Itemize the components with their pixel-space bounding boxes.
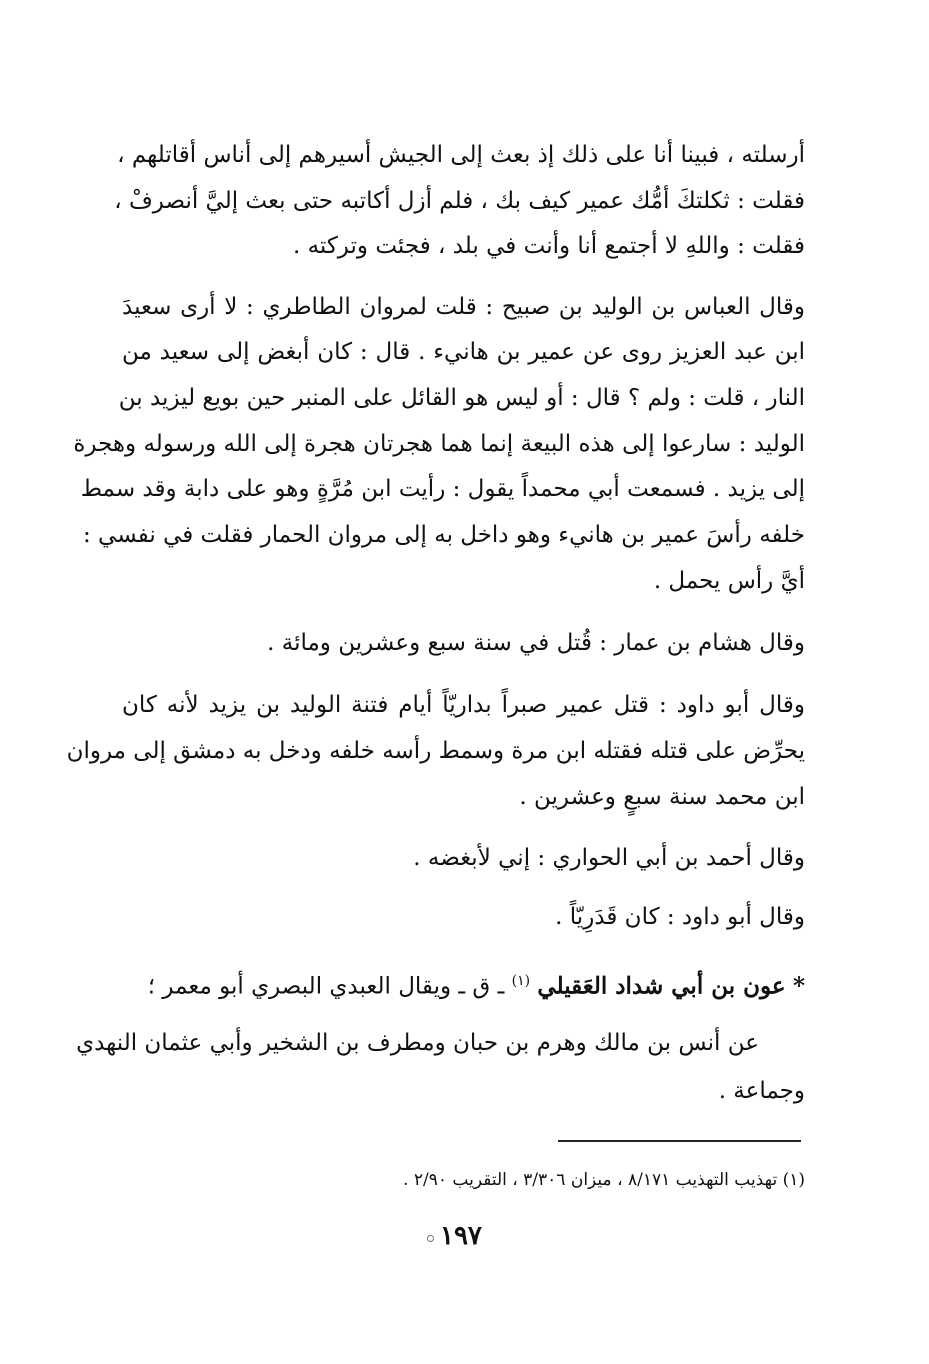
text-line-14: ابن محمد سنة سبعٍ وعشرين . [519, 784, 805, 810]
entry-name: عون بن أبي شداد العَقيلي [537, 972, 786, 1000]
text-line-17: عن أنس بن مالك وهرم بن حبان ومطرف بن الشخير وأبي عثمان النهدي [76, 1030, 759, 1056]
text-line-16: وقال أبو داود : كان قَدَرِيّاً . [555, 904, 805, 930]
entry-heading-line [148, 966, 805, 1002]
text-line-3: فقلت : واللهِ لا أجتمع أنا وأنت في بلد ، فجئت وتركته . [292, 233, 805, 259]
text-line-8: إلى يزيد . فسمعت أبي محمداً يقول : رأيت ابن مُرَّةٍ وهو على دابة وقد سمط [80, 476, 805, 502]
footnote-separator [558, 1140, 801, 1142]
page-number-dot [427, 1235, 434, 1242]
text-line-4: وقال العباس بن الوليد بن صبيح : قلت لمروان الطاطري : لا أرى سعيدَ [122, 294, 805, 320]
text-line-2: فقلت : ثكلتكَ أمُّك عمير كيف بك ، فلم أزل أكاتبه حتى بعث إليَّ أنصرفْ ، [114, 188, 805, 214]
text-line-18: وجماعة . [718, 1078, 805, 1104]
footnote: (١) تهذيب التهذيب ٨/١٧١ ، ميزان ٣/٣٠٦ ، التقريب ٢/٩٠ . [403, 1170, 805, 1190]
text-line-5: ابن عبد العزيز روى عن عمير بن هانيء . قال : كان أبغض إلى سعيد من [122, 339, 805, 365]
text-line-13: يحرِّض على قتله فقتله ابن مرة وسمط رأسه خلفه ودخل به دمشق إلى مروان [66, 738, 805, 764]
text-line-6: النار ، قلت : ولم ؟ قال : أو ليس هو القائل على المنبر حين بويع ليزيد بن [118, 385, 805, 411]
text-line-7: الوليد : سارعوا إلى هذه البيعة إنما هما هجرتان هجرة إلى الله ورسوله وهجرة [73, 431, 805, 457]
entry-marker: * [792, 972, 805, 1000]
footnote-reference: (١) [511, 973, 531, 989]
text-line-10: أيَّ رأس يحمل . [653, 568, 805, 594]
entry-rest: ـ ق ـ ويقال العبدي البصري أبو معمر ؛ [147, 973, 505, 1000]
text-line-9: خلفه رأسَ عمير بن هانيء وهو داخل به إلى مروان الحمار فقلت في نفسي : [82, 522, 805, 548]
text-line-1: أرسلته ، فبينا أنا على ذلك إذ بعث إلى الجيش أسيرهم إلى أناس أقاتلهم ، [117, 142, 805, 168]
text-line-12: وقال أبو داود : قتل عمير صبراً بداريّاً أيام فتنة الوليد بن يزيد لأنه كان [122, 692, 805, 718]
text-line-11: وقال هشام بن عمار : قُتل في سنة سبع وعشرين ومائة . [267, 630, 805, 656]
text-line-15: وقال أحمد بن أبي الحواري : إني لأبغضه . [413, 845, 805, 871]
page-number: ١٩٧ [440, 1221, 482, 1251]
